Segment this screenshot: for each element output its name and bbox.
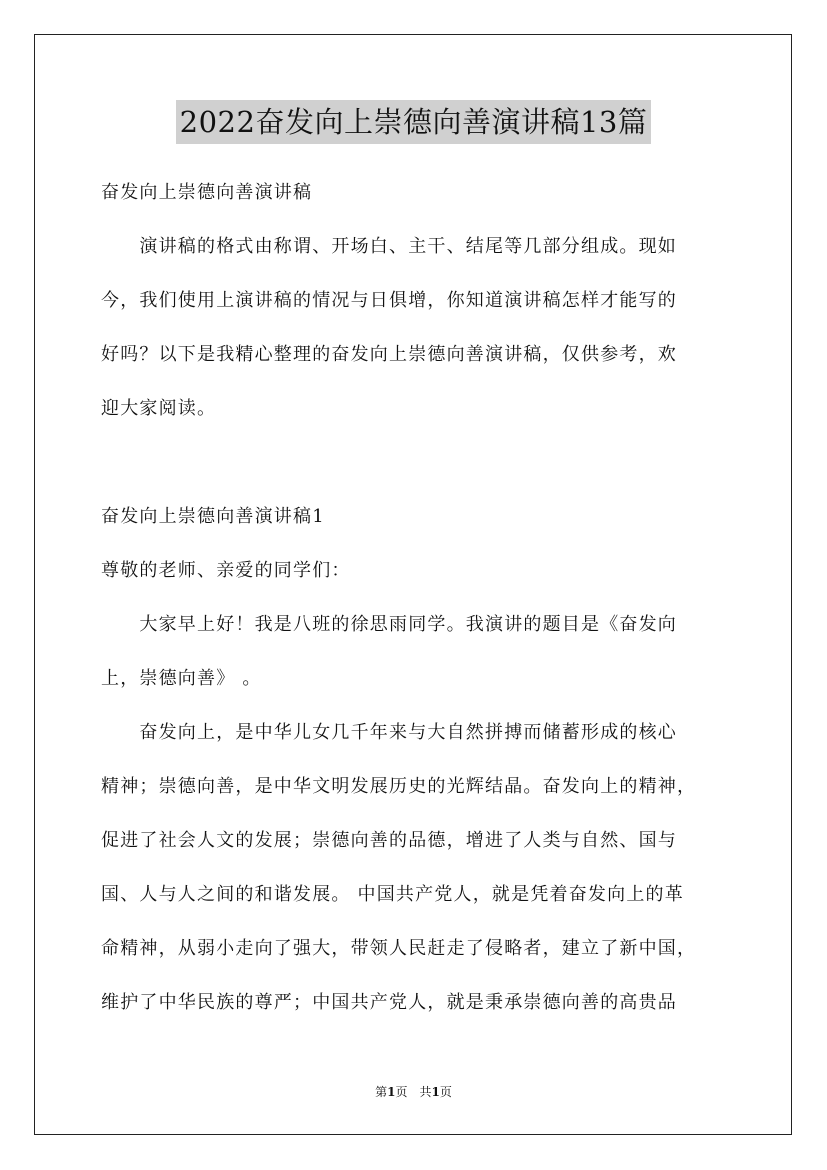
section-heading: 奋发向上崇德向善演讲稿1 — [101, 506, 325, 527]
text-line-10: 奋发向上，是中华儿女几千年来与大自然拼搏而储蓄形成的核心 — [101, 722, 677, 743]
text-line-5: 迎大家阅读。 — [101, 398, 217, 419]
document-title: 2022奋发向上崇德向善演讲稿13篇 — [176, 100, 652, 144]
footer-prefix: 第 — [375, 1085, 388, 1099]
footer-page-number: 1 — [387, 1085, 396, 1099]
text-line-2: 演讲稿的格式由称谓、开场白、主干、结尾等几部分组成。现如 — [101, 236, 677, 257]
text-line-15: 维护了中华民族的尊严；中国共产党人，就是秉承崇德向善的高贵品 — [101, 992, 677, 1013]
text-line-9: 上，崇德向善》 。 — [101, 668, 262, 689]
text-line-11: 精神；崇德向善，是中华文明发展历史的光辉结晶。奋发向上的精神， — [101, 776, 697, 797]
title-container — [0, 100, 827, 144]
text-line-3: 今，我们使用上演讲稿的情况与日俱增，你知道演讲稿怎样才能写的 — [101, 290, 677, 311]
footer-mid: 页 共 — [395, 1085, 432, 1099]
text-line-4: 好吗？以下是我精心整理的奋发向上崇德向善演讲稿，仅供参考，欢 — [101, 344, 677, 365]
text-line-13: 国、人与人之间的和谐发展。 中国共产党人，就是凭着奋发向上的革 — [101, 884, 684, 905]
text-line-12: 促进了社会人文的发展；崇德向善的品德，增进了人类与自然、国与 — [101, 830, 677, 851]
footer-page-total: 1 — [431, 1085, 440, 1099]
page-footer — [0, 1084, 827, 1100]
salutation: 尊敬的老师、亲爱的同学们： — [101, 560, 351, 581]
footer-suffix: 页 — [439, 1085, 452, 1099]
text-line-1: 奋发向上崇德向善演讲稿 — [101, 182, 313, 203]
text-line-14: 命精神，从弱小走向了强大，带领人民赶走了侵略者，建立了新中国， — [101, 938, 697, 959]
text-line-8: 大家早上好！我是八班的徐思雨同学。我演讲的题目是《奋发向 — [101, 614, 677, 635]
